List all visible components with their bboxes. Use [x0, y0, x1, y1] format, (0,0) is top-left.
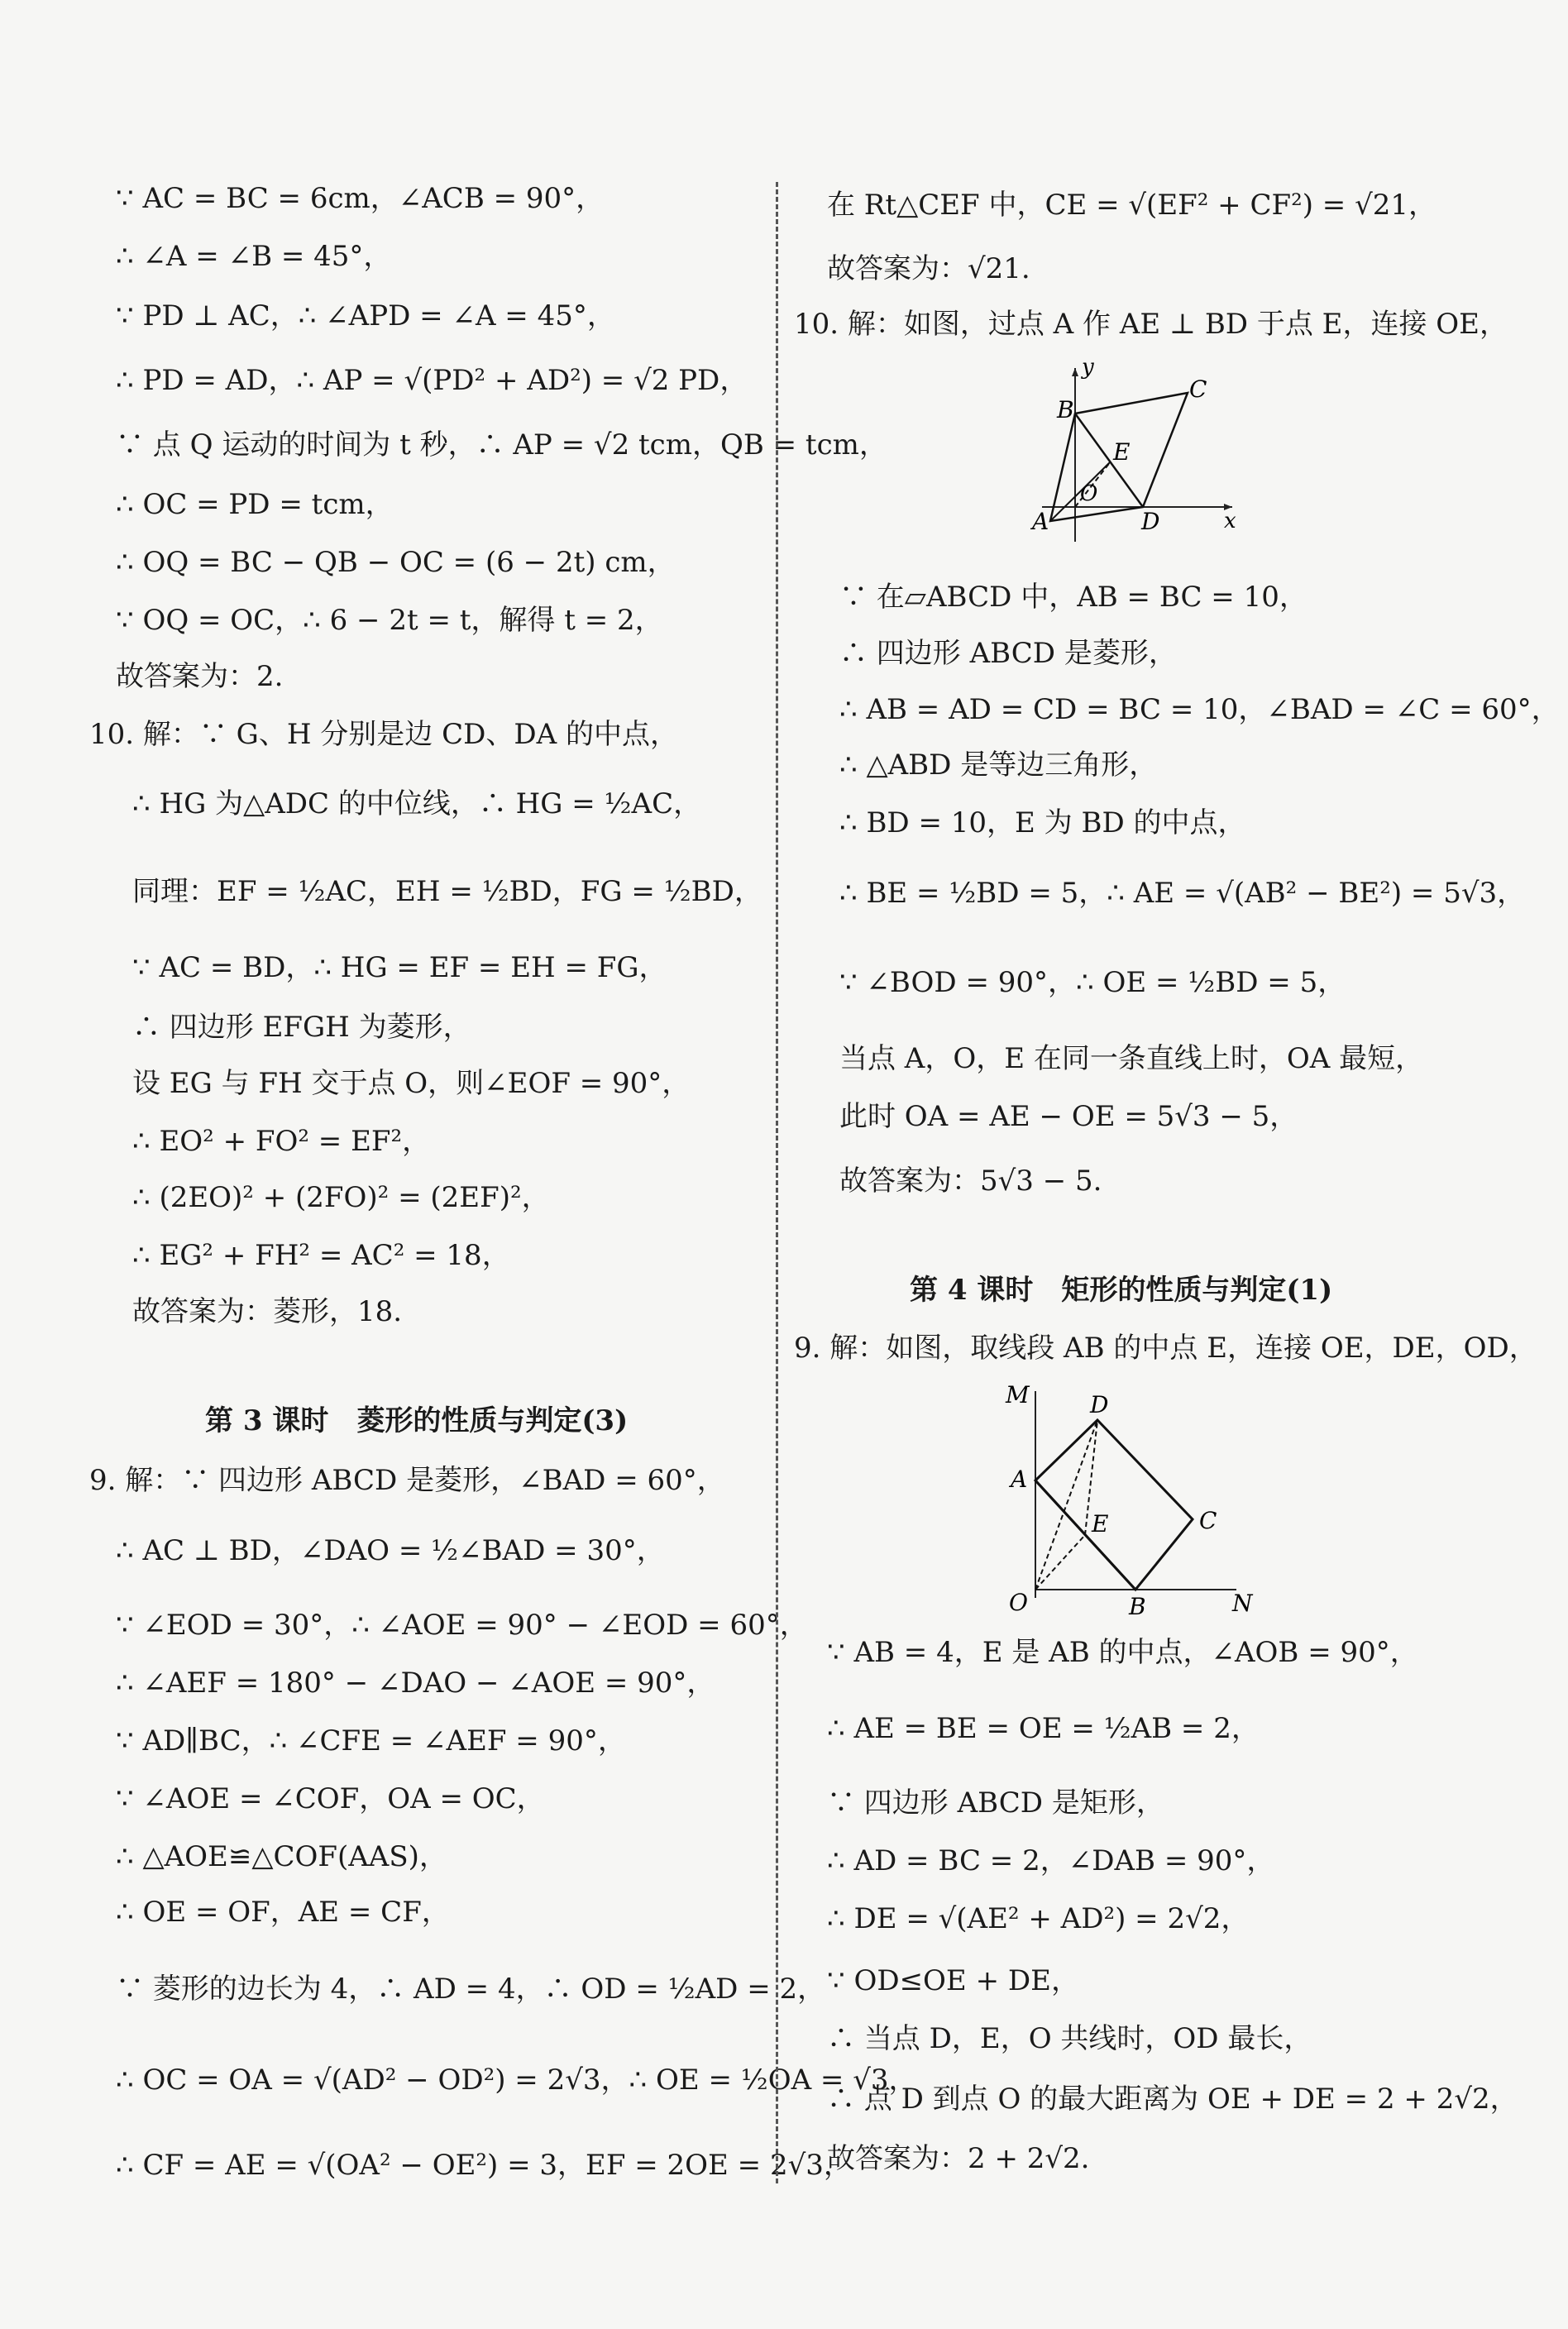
figure-rectangle-right-angle [992, 1375, 1257, 1623]
label-e: E [1113, 438, 1131, 466]
text-line: 同理：EF = ½AC，EH = ½BD，FG = ½BD， [132, 875, 762, 908]
segment-oe [1035, 1535, 1085, 1590]
text-line: ∴ AB = AD = CD = BC = 10，∠BAD = ∠C = 60°， [839, 693, 1560, 726]
text-line: ∴ EO² + FO² = EF²， [132, 1125, 431, 1158]
text-line: ∵ OQ = OC，∴ 6 − 2t = t，解得 t = 2， [116, 604, 663, 637]
label-a: A [1032, 508, 1049, 535]
label-d: D [1141, 508, 1160, 535]
text-line: ∵ 四边形 ABCD 是矩形， [827, 1786, 1164, 1820]
label-m: M [1006, 1381, 1030, 1408]
text-line: ∴ CF = AE = √(OA² − OE²) = 3，EF = 2OE = 2√3， [116, 2149, 852, 2182]
label-b: B [1057, 396, 1074, 423]
figure-parallelogram-coordinate [1025, 356, 1241, 546]
label-d: D [1090, 1391, 1109, 1418]
text-line: ∵ AD∥BC，∴ ∠CFE = ∠AEF = 90°， [116, 1724, 626, 1758]
text-line: 故答案为：5√3 − 5. [839, 1164, 1102, 1198]
text-line: ∴ EG² + FH² = AC² = 18， [132, 1239, 510, 1272]
text-line: ∴ DE = √(AE² + AD²) = 2√2， [827, 1902, 1250, 1935]
text-line: ∴ ∠A = ∠B = 45°， [116, 240, 392, 273]
label-c: C [1189, 375, 1207, 403]
text-line: ∴ HG 为△ADC 的中位线，∴ HG = ½AC， [132, 787, 702, 820]
segment-od [1035, 1420, 1097, 1590]
text-line: ∵ ∠EOD = 30°，∴ ∠AOE = 90° − ∠EOD = 60°， [116, 1609, 808, 1642]
text-line: 故答案为：2 + 2√2. [827, 2142, 1090, 2175]
label-o: O [1080, 481, 1098, 506]
text-line: ∴ OC = PD = tcm， [116, 488, 394, 521]
text-line: ∵ ∠BOD = 90°，∴ OE = ½BD = 5， [839, 966, 1346, 999]
problem-9-intro: 9. 解：如图，取线段 AB 的中点 E，连接 OE，DE，OD， [794, 1332, 1537, 1365]
text-line: ∴ OQ = BC − QB − OC = (6 − 2t) cm， [116, 546, 676, 579]
text-line: ∴ AD = BC = 2，∠DAB = 90°， [827, 1844, 1275, 1877]
text-line: ∴ AE = BE = OE = ½AB = 2， [827, 1712, 1260, 1745]
label-x: x [1224, 509, 1236, 533]
text-line: ∵ AC = BC = 6cm，∠ACB = 90°， [116, 182, 605, 215]
text-line: 故答案为：菱形，18. [132, 1295, 403, 1328]
text-line: ∴ ∠AEF = 180° − ∠DAO − ∠AOE = 90°， [116, 1667, 715, 1700]
text-line: ∴ OC = OA = √(AD² − OD²) = 2√3，∴ OE = ½OA = √3， [116, 2064, 917, 2097]
text-line: ∴ OE = OF，AE = CF， [116, 1896, 450, 1929]
text-line: ∵ 菱形的边长为 4，∴ AD = 4，∴ OD = ½AD = 2， [116, 1973, 826, 2006]
label-b: B [1129, 1593, 1146, 1620]
label-o: O [1009, 1589, 1028, 1616]
label-n: N [1232, 1590, 1253, 1617]
text-line: ∵ AB = 4，E 是 AB 的中点，∠AOB = 90°， [827, 1636, 1418, 1669]
right-column [777, 0, 1568, 2329]
text-line: ∴ 四边形 ABCD 是菱形， [839, 637, 1177, 670]
text-line: ∵ ∠AOE = ∠COF，OA = OC， [116, 1782, 545, 1815]
text-line: 故答案为：√21. [827, 252, 1030, 285]
text-line: 故答案为：2. [116, 660, 284, 693]
text-line: ∴ 点 D 到点 O 的最大距离为 OE + DE = 2 + 2√2， [827, 2083, 1518, 2116]
text-line: ∴ PD = AD，∴ AP = √(PD² + AD²) = √2 PD， [116, 364, 748, 397]
problem-9-intro: 9. 解：∵ 四边形 ABCD 是菱形，∠BAD = 60°， [89, 1464, 725, 1497]
text-line: ∵ AC = BD，∴ HG = EF = EH = FG， [132, 951, 667, 984]
text-line: 设 EG 与 FH 交于点 O，则∠EOF = 90°， [132, 1067, 691, 1100]
label-a: A [1011, 1466, 1028, 1493]
problem-10-intro: 10. 解：∵ G、H 分别是边 CD、DA 的中点， [89, 718, 679, 751]
problem-10-intro: 10. 解：如图，过点 A 作 AE ⊥ BD 于点 E，连接 OE， [794, 308, 1508, 341]
text-line: ∴ AC ⊥ BD，∠DAO = ½∠BAD = 30°， [116, 1534, 665, 1567]
text-line: ∵ OD≤OE + DE， [827, 1964, 1079, 1997]
text-line: 在 Rt△CEF 中，CE = √(EF² + CF²) = √21， [827, 189, 1437, 222]
text-line: ∵ PD ⊥ AC，∴ ∠APD = ∠A = 45°， [116, 299, 615, 332]
text-line: ∴ BE = ½BD = 5，∴ AE = √(AB² − BE²) = 5√3， [839, 877, 1526, 910]
text-line: ∴ △AOE≌△COF(AAS)， [116, 1840, 447, 1873]
text-line: ∴ △ABD 是等边三角形， [839, 748, 1158, 782]
text-line: ∴ BD = 10，E 为 BD 的中点， [839, 806, 1246, 839]
text-line: ∴ 四边形 EFGH 为菱形， [132, 1011, 471, 1044]
y-axis-arrow-icon [1072, 368, 1078, 376]
section-heading-lesson-4: 第 4 课时 矩形的性质与判定(1) [910, 1274, 1333, 1307]
text-line: ∴ (2EO)² + (2FO)² = (2EF)²， [132, 1181, 550, 1214]
text-line: 当点 A，O，E 在同一条直线上时，OA 最短， [839, 1042, 1424, 1075]
label-c: C [1199, 1507, 1217, 1534]
text-line: 此时 OA = AE − OE = 5√3 − 5， [839, 1100, 1298, 1133]
text-line: ∵ 点 Q 运动的时间为 t 秒，∴ AP = √2 tcm，QB = tcm， [116, 428, 887, 461]
section-heading-lesson-3: 第 3 课时 菱形的性质与判定(3) [205, 1404, 629, 1437]
text-line: ∵ 在▱ABCD 中，AB = BC = 10， [839, 581, 1307, 614]
label-y: y [1082, 356, 1094, 380]
text-line: ∴ 当点 D，E，O 共线时，OD 最长， [827, 2022, 1312, 2055]
label-e: E [1092, 1510, 1109, 1538]
